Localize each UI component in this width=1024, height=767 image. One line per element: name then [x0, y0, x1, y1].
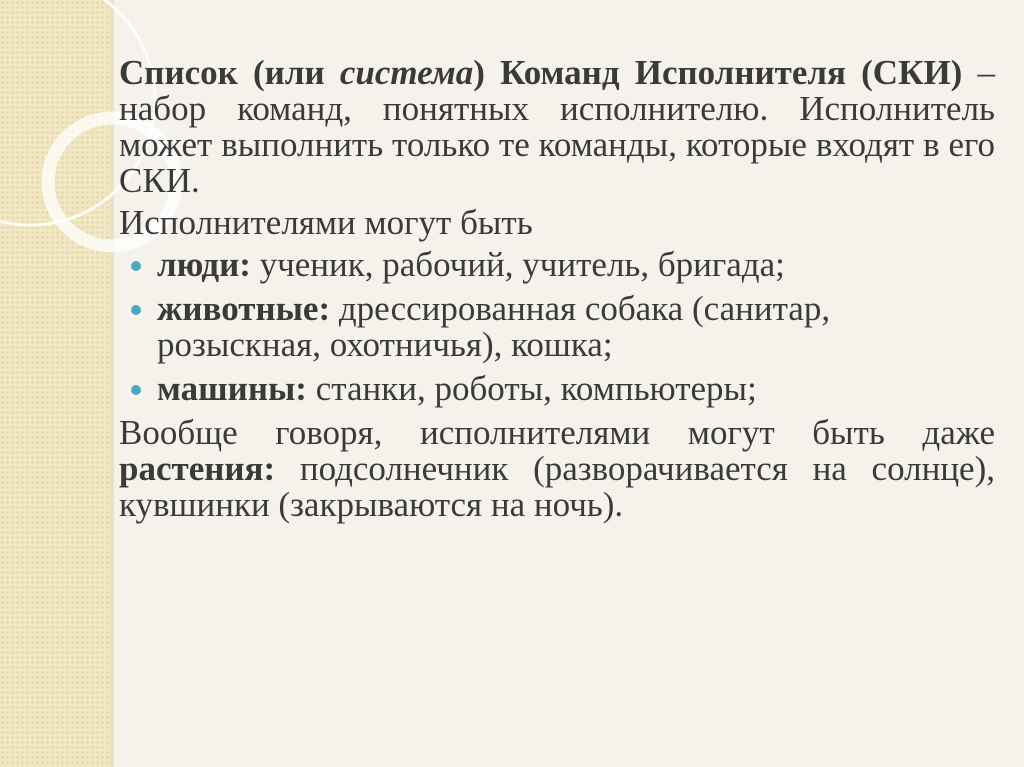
list-item-machines — [119, 371, 995, 407]
closing-text-start: Вообще говоря, исполнителями могут быть даже — [119, 413, 995, 452]
definition-term-start: Список (или — [119, 53, 340, 92]
definition-term-italic: система — [339, 53, 474, 92]
bullet-icon — [131, 305, 141, 315]
intro-line: Исполнителями могут быть — [119, 203, 533, 242]
list-item-animals — [119, 291, 995, 363]
decorative-side-panel — [0, 0, 110, 767]
closing-paragraph — [119, 415, 995, 523]
list-item-people — [119, 247, 995, 283]
list-item-text: ученик, рабочий, учитель, бригада; — [250, 245, 785, 284]
slide-content — [119, 55, 995, 529]
list-item-term: животные: — [157, 289, 331, 328]
definition-text: – набор команд, понятных исполнителю. Исполнитель может выполнить только те команды, которые входят в его СКИ. — [119, 53, 996, 200]
list-item-text: станки, роботы, компьютеры; — [306, 369, 757, 408]
executors-list — [119, 247, 995, 407]
closing-term-plants: растения: — [119, 449, 276, 488]
side-panel-edge — [110, 0, 114, 767]
list-item-text: дрессированная собака (санитар, розыскная, охотничья), кошка; — [157, 289, 831, 364]
definition-paragraph — [119, 55, 995, 199]
bullet-icon — [131, 385, 141, 395]
closing-text-end: подсолнечник (разворачивается на солнце), кувшинки (закрываются на ночь). — [119, 449, 995, 524]
definition-term-end: ) Команд Исполнителя (СКИ) — [473, 53, 963, 92]
list-item-term: машины: — [157, 369, 307, 408]
bullet-icon — [131, 261, 141, 271]
list-item-term: люди: — [157, 245, 251, 284]
